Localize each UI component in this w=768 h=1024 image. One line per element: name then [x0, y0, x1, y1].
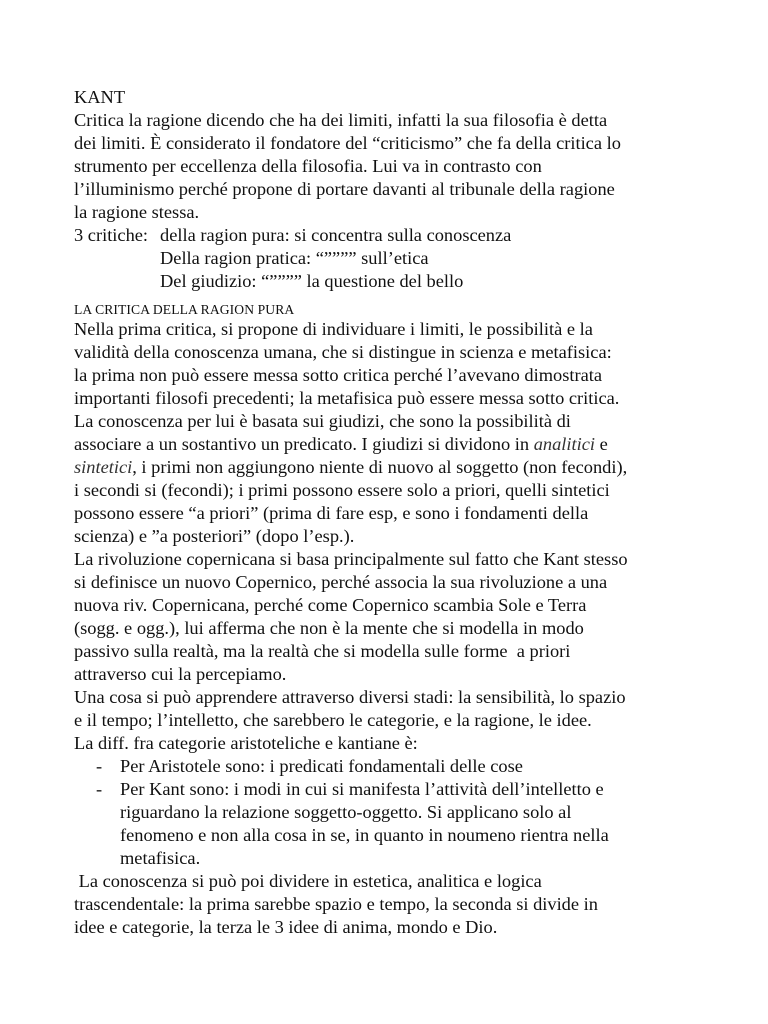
text-line: La rivoluzione copernicana si basa principalmente sul fatto che Kant stesso — [74, 549, 628, 569]
document-title: KANT — [74, 87, 126, 107]
text-span: associare a un sostantivo un predicato. I giudizi si dividono in — [74, 434, 534, 454]
text-line: Nella prima critica, si propone di individuare i limiti, le possibilità e la — [74, 319, 593, 339]
paragraph-judgments — [74, 318, 734, 548]
dash-bullet: - — [96, 756, 103, 776]
intro-paragraph — [74, 109, 734, 224]
critiques-list — [74, 224, 734, 293]
term-analitici: analitici — [533, 434, 595, 454]
section-title: LA CRITICA DELLA RAGION PURA — [74, 302, 295, 317]
text-line: la prima non può essere messa sotto critica perché l’avevano dimostrata — [74, 365, 603, 385]
text-line: la ragione stessa. — [74, 202, 200, 222]
text-line: Una cosa si può apprendere attraverso diversi stadi: la sensibilità, lo spazio — [74, 687, 626, 707]
text-line: Per Kant sono: i modi in cui si manifesta l’attività dell’intelletto e — [120, 779, 604, 799]
document-page — [74, 86, 734, 939]
text-line: trascendentale: la prima sarebbe spazio e tempo, la seconda si divide in — [74, 894, 598, 914]
text-line: si definisce un nuovo Copernico, perché associa la sua rivoluzione a una — [74, 572, 608, 592]
text-line: Per Aristotele sono: i predicati fondamentali delle cose — [120, 756, 523, 776]
text-line: importanti filosofi precedenti; la metafisica può essere messa sotto critica. — [74, 388, 620, 408]
text-line: validità della conoscenza umana, che si distingue in scienza e metafisica: — [74, 342, 612, 362]
text-line — [74, 456, 734, 479]
text-line: strumento per eccellenza della filosofia. Lui va in contrasto con — [74, 156, 542, 176]
text-line: metafisica. — [120, 848, 201, 868]
critique-judgment: Del giudizio: “”””” la questione del bello — [160, 271, 464, 291]
text-line: riguardano la relazione soggetto-oggetto. Si applicano solo al — [120, 802, 572, 822]
categories-list — [74, 755, 734, 870]
dash-bullet: - — [96, 779, 103, 799]
paragraph-copernican-revolution — [74, 548, 734, 686]
term-sintetici: sintetici — [74, 457, 133, 477]
text-span: e — [594, 434, 608, 454]
text-line: scienza) e ”a posteriori” (dopo l’esp.). — [74, 526, 355, 546]
critique-row-1 — [74, 224, 734, 247]
text-line: dei limiti. È considerato il fondatore del “criticismo” che fa della critica lo — [74, 133, 621, 153]
text-line: Critica la ragione dicendo che ha dei limiti, infatti la sua filosofia è detta — [74, 110, 608, 130]
text-line: e il tempo; l’intelletto, che sarebbero le categorie, e la ragione, le idee. — [74, 710, 592, 730]
text-line: possono essere “a priori” (prima di fare esp, e sono i fondamenti della — [74, 503, 589, 523]
critique-practical-reason: Della ragion pratica: “”””” sull’etica — [160, 248, 429, 268]
critiques-label: 3 critiche: — [74, 225, 149, 245]
text-line: idee e categorie, la terza le 3 idee di anima, mondo e Dio. — [74, 917, 498, 937]
text-line: La conoscenza per lui è basata sui giudizi, che sono la possibilità di — [74, 411, 571, 431]
text-line: i secondi si (fecondi); i primi possono essere solo a priori, quelli sintetici — [74, 480, 610, 500]
list-item-aristotele — [74, 755, 734, 778]
critique-pure-reason: della ragion pura: si concentra sulla conoscenza — [160, 225, 512, 245]
text-line — [74, 433, 734, 456]
text-line: l’illuminismo perché propone di portare davanti al tribunale della ragione — [74, 179, 615, 199]
text-line: passivo sulla realtà, ma la realtà che si modella sulle forme a priori — [74, 641, 571, 661]
paragraph-stages — [74, 686, 734, 755]
text-line: nuova riv. Copernicana, perché come Copernico scambia Sole e Terra — [74, 595, 587, 615]
text-line: fenomeno e non alla cosa in se, in quanto in noumeno rientra nella — [120, 825, 609, 845]
text-line: La conoscenza si può poi dividere in estetica, analitica e logica — [74, 871, 542, 891]
text-line: (sogg. e ogg.), lui afferma che non è la mente che si modella in modo — [74, 618, 584, 638]
text-line: La diff. fra categorie aristoteliche e kantiane è: — [74, 733, 418, 753]
list-item-kant — [74, 778, 734, 870]
text-line: attraverso cui la percepiamo. — [74, 664, 287, 684]
text-span: , i primi non aggiungono niente di nuovo al soggetto (non fecondi), — [132, 457, 628, 477]
paragraph-transcendental — [74, 870, 734, 939]
